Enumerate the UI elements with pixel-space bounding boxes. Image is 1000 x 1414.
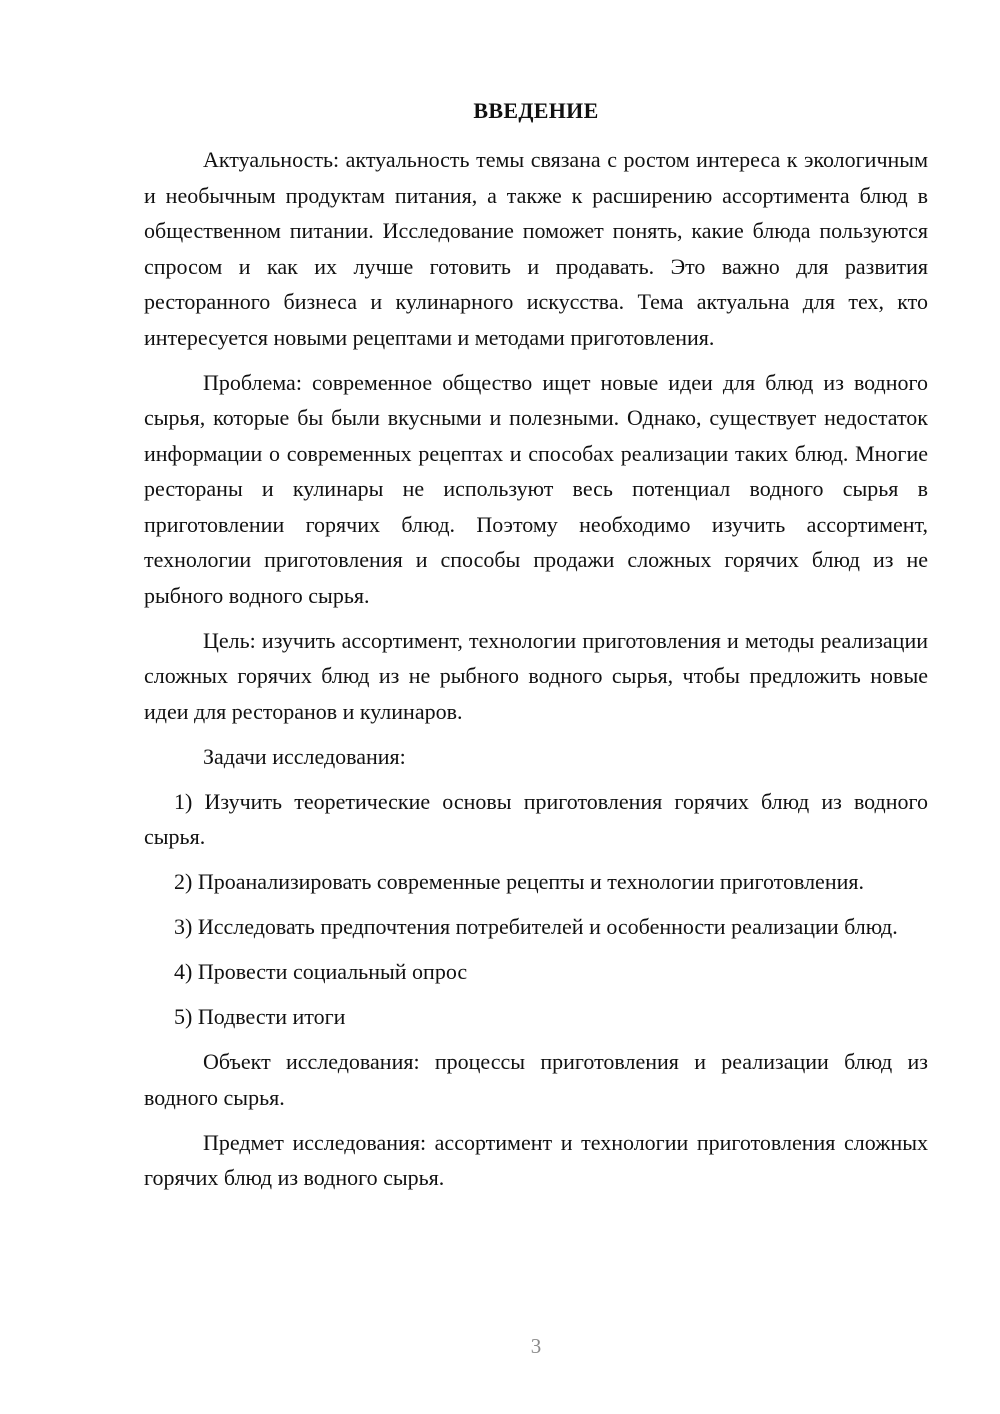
paragraph-subject: Предмет исследования: ассортимент и технологии приготовления сложных горячих блюд из водного сырья. <box>144 1129 928 1190</box>
task-item-5: 5) Подвести итоги <box>174 1004 346 1029</box>
task-item-1: 1) Изучить теоретические основы приготовления горячих блюд из водного сырья. <box>144 788 928 849</box>
paragraph-tasks-heading: Задачи исследования: <box>203 743 406 769</box>
document-body <box>144 142 928 1205</box>
paragraph-object: Объект исследования: процессы приготовления и реализации блюд из водного сырья. <box>144 1049 928 1110</box>
paragraph-problem: Проблема: современное общество ищет новые идеи для блюд из водного сырья, которые бы были вкусными и полезными. Однако, существует недостаток информации о современных рецептах и способах реализации таких блюд. Многие рестораны и кулинары не используют весь потенциал водного сырья в приготовлении горячих блюд. Поэтому необходимо изучить ассортимент, технологии приготовления и способы продажи сложных горячих блюд из не рыбного водного сырья. <box>144 369 928 608</box>
paragraph-goal: Цель: изучить ассортимент, технологии приготовления и методы реализации сложных горячих блюд из не рыбного водного сырья, чтобы предложить новые идеи для ресторанов и кулинаров. <box>144 627 928 724</box>
task-item-3: 3) Исследовать предпочтения потребителей и особенности реализации блюд. <box>174 914 898 939</box>
page-title: ВВЕДЕНИЕ <box>473 98 599 123</box>
paragraph-relevance: Актуальность: актуальность темы связана с ростом интереса к экологичным и необычным продуктам питания, а также к расширению ассортимента блюд в общественном питании. Исследование поможет понять, какие блюда пользуются спросом и как их лучше готовить и продавать. Это важно для развития ресторанного бизнеса и кулинарного искусства. Тема актуальна для тех, кто интересуется новыми рецептами и методами приготовления. <box>144 147 928 350</box>
page-number: 3 <box>530 1334 542 1358</box>
task-item-2: 2) Проанализировать современные рецепты и технологии приготовления. <box>174 869 864 894</box>
task-item-4: 4) Провести социальный опрос <box>174 959 468 984</box>
